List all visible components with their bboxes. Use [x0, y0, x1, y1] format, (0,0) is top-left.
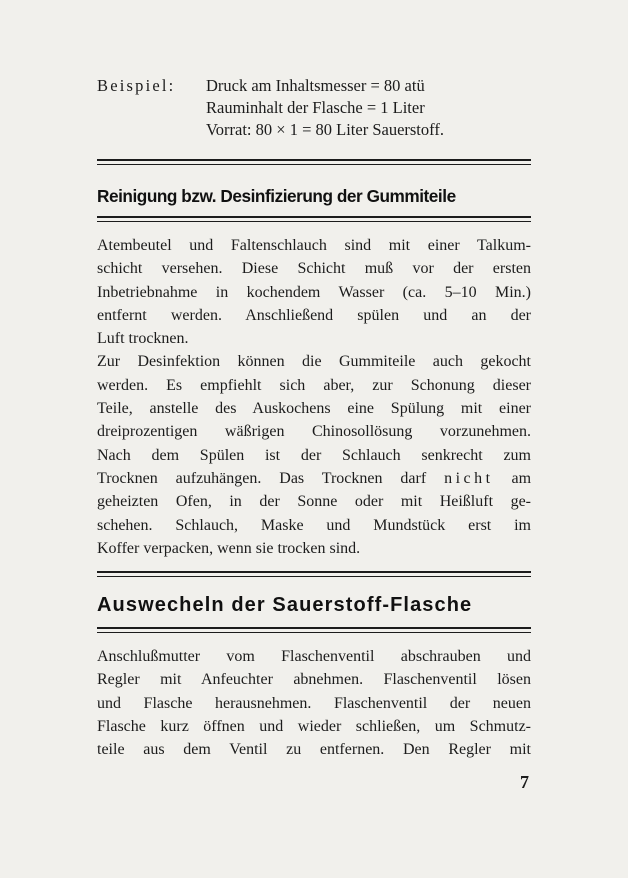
- text-line: Luft trocknen.: [97, 330, 189, 348]
- example-line-supply: Vorrat: 80 × 1 = 80 Liter Sauerstoff.: [206, 120, 444, 139]
- emphasis-word: nicht: [444, 469, 494, 487]
- divider-heading2-thick: [97, 627, 531, 629]
- page-number: 7: [520, 772, 529, 792]
- text-line: teile aus dem Ventil zu entfernen. Den Regler mit: [97, 741, 531, 759]
- text-line: schicht versehen. Diese Schicht muß vor der ersten: [97, 260, 531, 278]
- text-fragment: Trocknen aufzuhängen. Das Trocknen darf: [97, 469, 427, 487]
- text-fragment: am: [511, 469, 532, 487]
- divider-heading1-thin: [97, 221, 531, 222]
- divider-heading2-thin: [97, 632, 531, 633]
- text-line: Atembeutel und Faltenschlauch sind mit einer Talkum-: [97, 237, 531, 254]
- text-line: Zur Desinfektion können die Gummiteile auch gekocht: [97, 353, 531, 371]
- section-heading-cleaning: Reinigung bzw. Desinfizierung der Gummiteile: [97, 186, 456, 206]
- text-line: schehen. Schlauch, Maske und Mundstück erst im: [97, 516, 531, 534]
- text-line: geheizten Ofen, in der Sonne oder mit Heißluft ge-: [97, 493, 531, 511]
- example-line-pressure: Druck am Inhaltsmesser = 80 atü: [206, 76, 425, 95]
- text-line: werden. Es empfiehlt sich aber, zur Schonung dieser: [97, 376, 531, 394]
- divider-mid-thick: [97, 571, 531, 573]
- text-line: Inbetriebnahme in kochendem Wasser (ca. 5–10 Min.): [97, 283, 531, 301]
- text-line: Koffer verpacken, wenn sie trocken sind.: [97, 539, 361, 557]
- divider-mid-thin: [97, 576, 531, 577]
- text-line: Regler mit Anfeuchter abnehmen. Flaschenventil lösen: [97, 671, 531, 689]
- text-line: Teile, anstelle des Auskochens eine Spülung mit einer: [97, 400, 531, 418]
- section-heading-bottle-exchange: Auswecheln der Sauerstoff-Flasche: [97, 594, 473, 616]
- bottle-exchange-paragraph: [97, 645, 531, 761]
- text-line: dreiprozentigen wäßrigen Chinosollösung vorzunehmen.: [97, 423, 531, 441]
- example-label: Beispiel:: [97, 76, 176, 95]
- text-line: Anschlußmutter vom Flaschenventil abschrauben und: [97, 648, 531, 665]
- divider-heading1-thick: [97, 216, 531, 218]
- divider-top-thick: [97, 159, 531, 161]
- example-line-volume: Rauminhalt der Flasche = 1 Liter: [206, 98, 425, 117]
- text-line-emphasis: [97, 467, 531, 490]
- cleaning-paragraph: [97, 234, 531, 560]
- text-line: Flasche kurz öffnen und wieder schließen, um Schmutz-: [97, 717, 531, 735]
- divider-top-thin: [97, 164, 531, 165]
- text-line: entfernt werden. Anschließend spülen und an der: [97, 306, 531, 324]
- text-line: Nach dem Spülen ist der Schlauch senkrecht zum: [97, 446, 531, 464]
- text-line: und Flasche herausnehmen. Flaschenventil der neuen: [97, 694, 531, 712]
